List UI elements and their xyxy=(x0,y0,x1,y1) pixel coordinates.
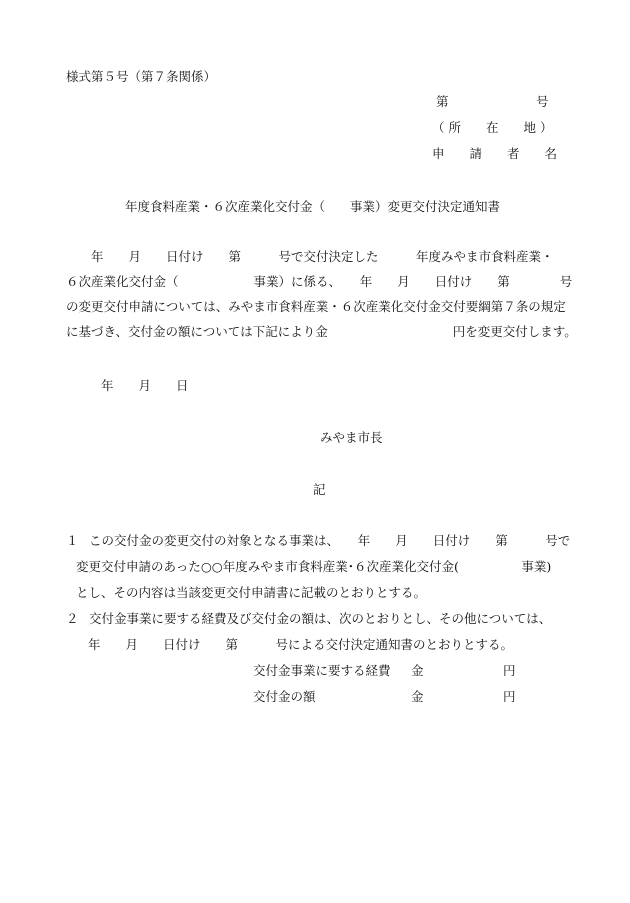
item-line: 変更交付申請のあった○○年度みやま市食料産業･６次産業化交付金( 事業) xyxy=(76,559,552,574)
body-line: に基づき、交付金の額については下記により金 円を変更交付します。 xyxy=(66,324,577,339)
ki-heading: 記 xyxy=(313,482,326,497)
amount-row-grant xyxy=(253,691,516,704)
amount-kin: 金 xyxy=(411,663,424,678)
amount-yen: 円 xyxy=(503,689,516,704)
body-line: ６次産業化交付金（ 事業）に係る、 年 月 日付け 第 号 xyxy=(66,274,573,289)
item-line: この交付金の変更交付の対象となる事業は、 年 月 日付け 第 号で xyxy=(89,533,571,548)
amount-yen: 円 xyxy=(503,663,516,678)
item-line: とし、その内容は当該変更交付申請書に記載のとおりとする。 xyxy=(76,585,427,600)
body-line: の変更交付申請については、みやま市食料産業・６次産業化交付金交付要綱第７条の規定 xyxy=(66,299,566,314)
body-line: 年 月 日付け 第 号で交付決定した 年度みやま市食料産業・ xyxy=(66,249,554,264)
document-number-line: 第 号 xyxy=(436,94,549,109)
item-line: 交付金事業に要する経費及び交付金の額は、次のとおりとし、その他については、 xyxy=(89,611,552,626)
mayor-signature: みやま市長 xyxy=(320,430,383,445)
amount-row-expense xyxy=(253,665,516,678)
item-number: １ xyxy=(66,533,79,548)
amount-kin: 金 xyxy=(411,689,424,704)
date-line: 年 月 日 xyxy=(101,378,189,393)
applicant-name-line: 申 請 者 名 xyxy=(432,146,558,161)
item-line: 年 月 日付け 第 号による交付決定通知書のとおりとする。 xyxy=(88,637,514,652)
item-number: ２ xyxy=(66,611,79,626)
document-title: 年度食料産業・６次産業化交付金（ 事業）変更交付決定通知書 xyxy=(125,199,501,214)
form-number: 様式第５号（第７条関係） xyxy=(66,69,217,84)
address-line: （ 所 在 地 ） xyxy=(432,120,553,135)
amount-label: 交付金の額 xyxy=(253,689,316,704)
amount-label: 交付金事業に要する経費 xyxy=(253,663,391,678)
